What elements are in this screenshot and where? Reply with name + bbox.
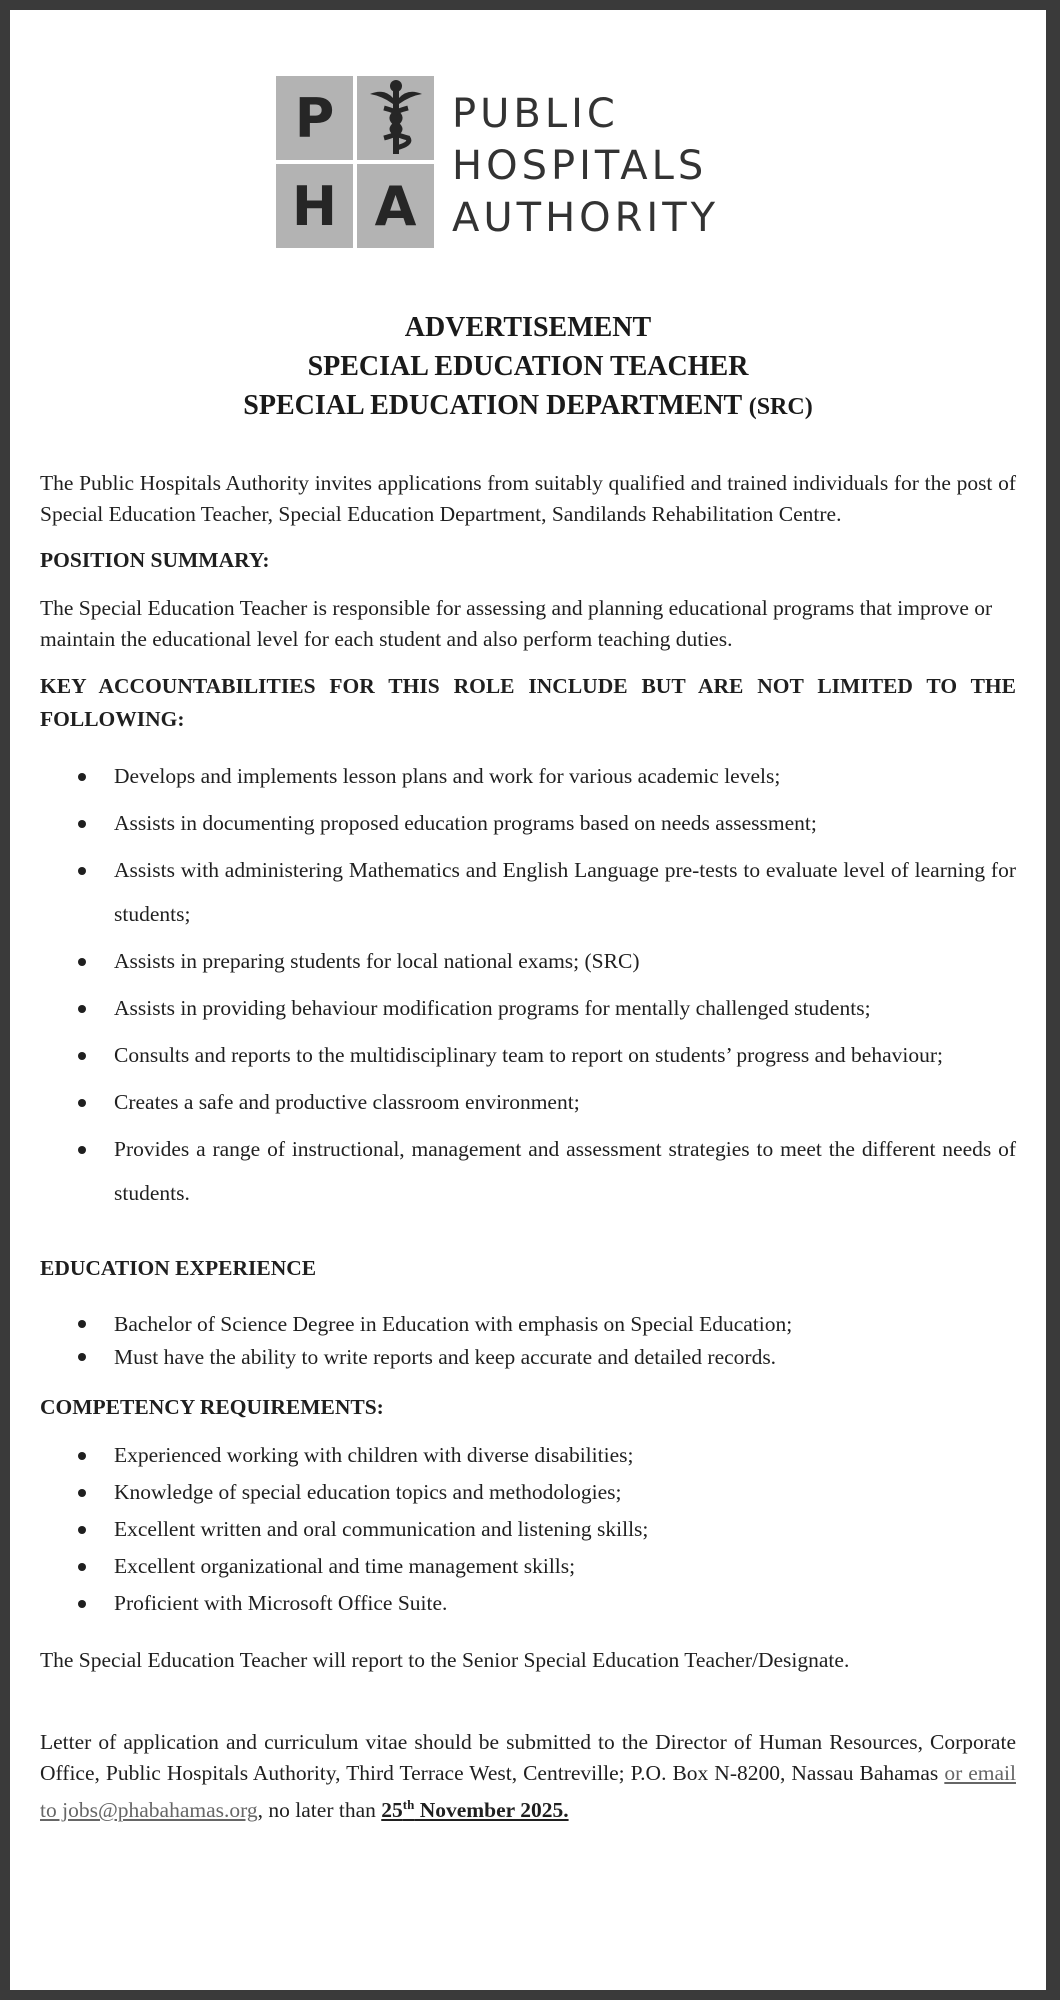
advertisement-page — [10, 10, 1046, 1990]
list-item: Provides a range of instructional, management and assessment strategies to meet the different needs of students. — [40, 1127, 1016, 1215]
heading-department-name: SPECIAL EDUCATION DEPARTMENT — [243, 390, 742, 421]
deadline-month-year: November 2025. — [414, 1798, 569, 1823]
education-title: EDUCATION EXPERIENCE — [40, 1256, 317, 1280]
application-text: Letter of application and curriculum vitae should be submitted to the Director of Human Resources, Corporate Office, Public Hospitals Authority, Third Terrace West, Centreville; P.O. Box N-8200, Nassau Bahamas — [40, 1730, 1016, 1785]
deadline-suffix: th — [402, 1797, 415, 1812]
list-item: Develops and implements lesson plans and work for various academic levels; — [40, 754, 1016, 798]
deadline-day: 25 — [381, 1798, 403, 1823]
application-text-middle: , no later than — [257, 1798, 382, 1823]
logo-wordmark — [452, 88, 719, 244]
list-item: Consults and reports to the multidisciplinary team to report on students’ progress and behaviour; — [40, 1033, 1016, 1077]
logo-letter-p: P — [276, 76, 353, 160]
ad-heading — [10, 308, 1046, 427]
heading-department — [10, 386, 1046, 427]
list-item: Must have the ability to write reports and keep accurate and detailed records. — [40, 1341, 1016, 1374]
list-item: Creates a safe and productive classroom environment; — [40, 1080, 1016, 1124]
heading-job-title: SPECIAL EDUCATION TEACHER — [307, 351, 749, 382]
deadline-date — [381, 1798, 568, 1822]
position-summary-text: The Special Education Teacher is responsible for assessing and planning educational programs that improve or maintain the educational level for each student and also perform teaching duties. — [40, 596, 993, 651]
logo-letter-h: H — [276, 164, 353, 248]
accountabilities-list — [40, 754, 1016, 1215]
list-item: Assists with administering Mathematics and English Language pre-tests to evaluate level of learning for students; — [40, 848, 1016, 936]
logo-word-authority: AUTHORITY — [452, 195, 720, 241]
list-item: Proficient with Microsoft Office Suite. — [40, 1585, 1016, 1622]
list-item: Assists in preparing students for local national exams; (SRC) — [40, 939, 1016, 983]
logo-letter-a: A — [357, 164, 434, 248]
email-link[interactable]: or email to jobs@phabahamas.org — [40, 1761, 1016, 1823]
heading-advertisement: ADVERTISEMENT — [404, 312, 652, 343]
list-item: Assists in providing behaviour modification programs for mentally challenged students; — [40, 986, 1016, 1030]
intro-paragraph: The Public Hospitals Authority invites applications from suitably qualified and trained individuals for the post of Special Education Teacher, Special Education Department, Sandilands Rehabilitation Centre. — [40, 471, 1016, 526]
logo-word-public: PUBLIC — [452, 91, 619, 137]
ad-body — [40, 468, 1016, 1826]
position-summary-title: POSITION SUMMARY: — [40, 548, 270, 572]
list-item: Excellent written and oral communication and listening skills; — [40, 1511, 1016, 1548]
list-item: Assists in documenting proposed education programs based on needs assessment; — [40, 801, 1016, 845]
list-item: Experienced working with children with diverse disabilities; — [40, 1437, 1016, 1474]
logo-grid — [276, 76, 434, 248]
pha-logo — [276, 76, 756, 266]
list-item: Bachelor of Science Degree in Education with emphasis on Special Education; — [40, 1308, 1016, 1341]
education-list — [40, 1308, 1016, 1374]
caduceus-icon — [357, 76, 434, 160]
heading-department-code: (SRC) — [748, 394, 813, 420]
list-item: Excellent organizational and time management skills; — [40, 1548, 1016, 1585]
competency-list — [40, 1437, 1016, 1622]
competency-title: COMPETENCY REQUIREMENTS: — [40, 1395, 384, 1419]
logo-word-hospitals: HOSPITALS — [452, 143, 708, 189]
application-paragraph — [40, 1727, 1016, 1826]
list-item: Knowledge of special education topics and methodologies; — [40, 1474, 1016, 1511]
accountabilities-title: KEY ACCOUNTABILITIES FOR THIS ROLE INCLUDE BUT ARE NOT LIMITED TO THE FOLLOWING: — [40, 674, 1016, 731]
report-to-paragraph: The Special Education Teacher will report to the Senior Special Education Teacher/Designate. — [40, 1648, 850, 1672]
